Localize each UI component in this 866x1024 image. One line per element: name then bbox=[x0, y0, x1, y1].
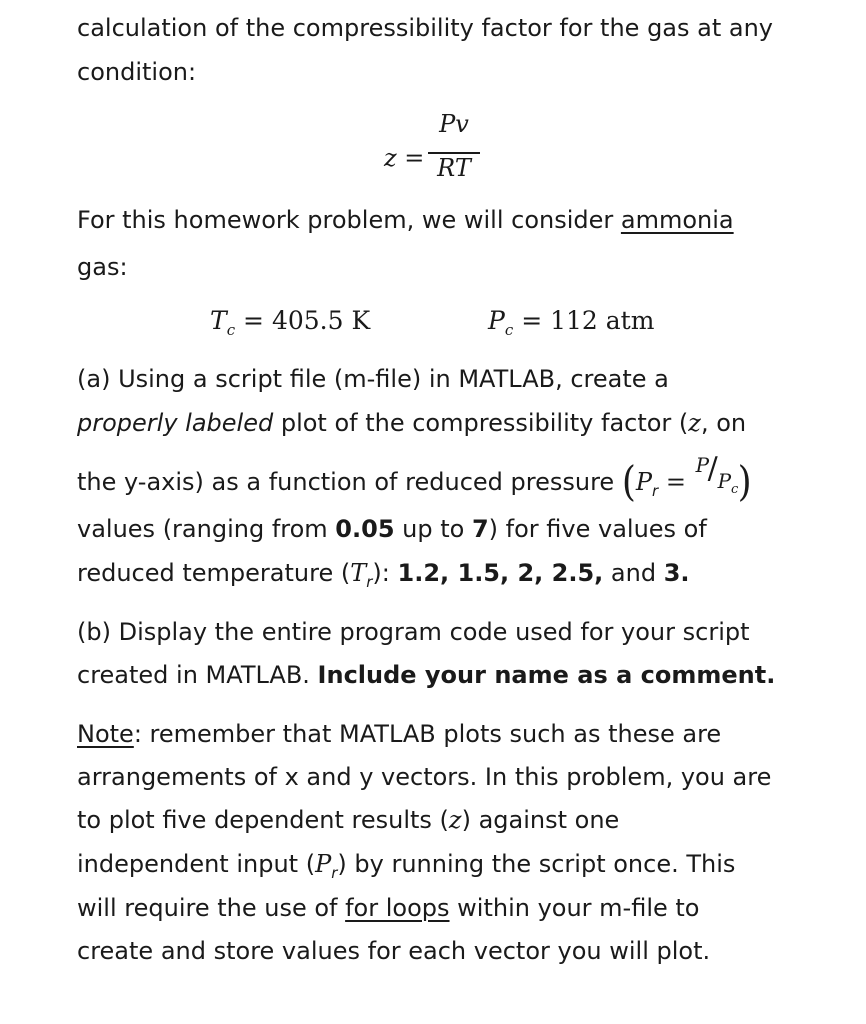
part-b-text-1: (b) Display the entire program code used for your script bbox=[77, 618, 750, 646]
properly-labeled-italic: properly labeled bbox=[77, 409, 274, 437]
tr-last-value-bold: 3. bbox=[663, 559, 690, 587]
note-text-3-pre: to plot five dependent results ( bbox=[77, 806, 449, 834]
pr-symbol: P bbox=[635, 468, 653, 496]
part-a-line-3 bbox=[77, 451, 752, 506]
part-a-text-3: the y-axis) as a function of reduced pressure bbox=[77, 468, 622, 496]
part-a-line-1 bbox=[77, 364, 669, 394]
equation-lhs: z = bbox=[384, 144, 425, 172]
fraction-slash: / bbox=[707, 451, 718, 486]
for-loops-underlined: for loops bbox=[345, 894, 450, 922]
part-a-line-2 bbox=[77, 408, 746, 438]
part-a-text-5-and: and bbox=[603, 559, 664, 587]
intro-text-2: condition: bbox=[77, 58, 197, 86]
pc-symbol: P bbox=[488, 306, 505, 335]
tr-subscript: r bbox=[366, 573, 373, 591]
z-variable: z bbox=[688, 409, 701, 437]
homework-line-1 bbox=[77, 205, 734, 235]
part-a-text-5-mid: ): bbox=[372, 559, 398, 587]
range-max-bold: 7 bbox=[471, 515, 489, 543]
part-a-text-2: plot of the compressibility factor ( bbox=[273, 409, 689, 437]
pr-equals: = bbox=[658, 468, 694, 496]
part-a-text-4-pre: values (ranging from bbox=[77, 515, 336, 543]
part-a-text-4-mid: up to bbox=[394, 515, 472, 543]
note-text-2: arrangements of x and y vectors. In this problem, you are bbox=[77, 763, 772, 791]
fraction-denominator-symbol: P bbox=[717, 469, 732, 493]
part-a-line-4 bbox=[77, 514, 707, 544]
homework-text-1: For this homework problem, we will consider bbox=[77, 206, 621, 234]
equation-numerator: Pv bbox=[439, 110, 469, 138]
note-line-1 bbox=[77, 719, 721, 749]
note-pr-symbol: P bbox=[315, 850, 332, 878]
note-line-4 bbox=[77, 849, 735, 888]
note-z-variable: z bbox=[448, 806, 462, 834]
homework-line-2 bbox=[77, 252, 128, 282]
note-text-3-post: ) against one bbox=[461, 806, 620, 834]
intro-line-2 bbox=[77, 57, 196, 87]
note-label: Note bbox=[77, 720, 134, 748]
reduced-pressure-fraction bbox=[694, 451, 739, 497]
part-a-line-5 bbox=[77, 558, 690, 597]
close-paren: ) bbox=[737, 458, 752, 506]
part-b-line-2 bbox=[77, 660, 775, 690]
part-a-text-5-pre: reduced temperature ( bbox=[77, 559, 351, 587]
note-line-2 bbox=[77, 762, 771, 792]
note-text-4-post: ) by running the script once. This bbox=[337, 850, 736, 878]
compressibility-equation bbox=[384, 110, 504, 200]
homework-text-2: gas: bbox=[77, 253, 128, 281]
include-name-bold: Include your name as a comment. bbox=[317, 661, 776, 689]
intro-text-1: calculation of the compressibility factor for the gas at any bbox=[77, 14, 774, 42]
tc-symbol: T bbox=[210, 306, 227, 335]
ammonia-underlined: ammonia bbox=[620, 206, 734, 234]
note-text-4-pre: independent input ( bbox=[77, 850, 316, 878]
pc-value: = 112 atm bbox=[521, 306, 655, 335]
note-text-1: : remember that MATLAB plots such as these are bbox=[133, 720, 722, 748]
fraction-numerator: P bbox=[695, 453, 710, 477]
part-b-text-2-pre: created in MATLAB. bbox=[77, 661, 318, 689]
open-paren: ( bbox=[621, 458, 636, 506]
part-a-text-1: (a) Using a script file (m-file) in MATLAB, create a bbox=[77, 365, 669, 393]
equation-denominator: RT bbox=[437, 154, 471, 182]
critical-temperature bbox=[210, 306, 370, 345]
critical-pressure bbox=[488, 306, 654, 345]
note-text-6: create and store values for each vector you will plot. bbox=[77, 937, 711, 965]
intro-line-1 bbox=[77, 13, 773, 43]
part-b-line-1 bbox=[77, 617, 750, 647]
fraction-denominator-sub: c bbox=[731, 482, 739, 497]
range-min-bold: 0.05 bbox=[335, 515, 395, 543]
note-line-3 bbox=[77, 805, 619, 835]
tc-subscript: c bbox=[226, 321, 236, 339]
tc-value: = 405.5 K bbox=[243, 306, 371, 335]
note-line-6 bbox=[77, 936, 710, 966]
pc-subscript: c bbox=[504, 321, 514, 339]
note-text-5-post: within your m-file to bbox=[449, 894, 700, 922]
note-line-5 bbox=[77, 893, 699, 923]
part-a-text-4-post: ) for five values of bbox=[488, 515, 707, 543]
note-pr-subscript: r bbox=[331, 864, 338, 882]
tr-values-bold: 1.2, 1.5, 2, 2.5, bbox=[397, 559, 604, 587]
tr-symbol: T bbox=[350, 559, 367, 587]
pr-subscript: r bbox=[652, 482, 659, 500]
note-text-5-pre: will require the use of bbox=[77, 894, 346, 922]
fraction-denominator bbox=[718, 466, 739, 500]
part-a-text-2-end: , on bbox=[700, 409, 747, 437]
